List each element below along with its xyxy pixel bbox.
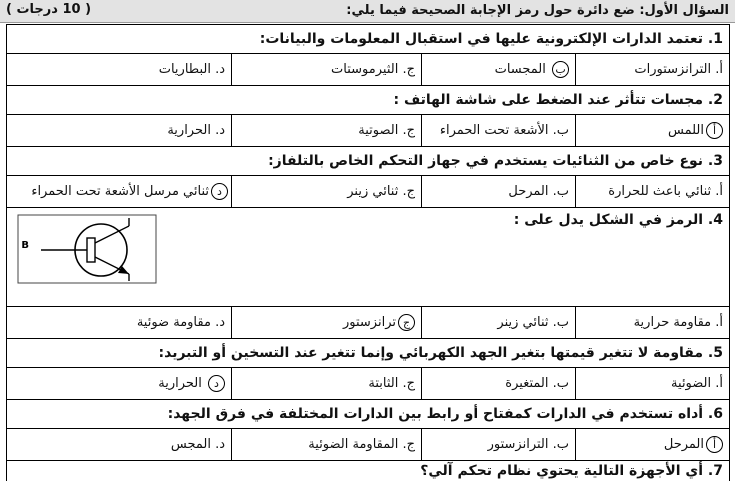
option-text: ب. الأشعة تحت الحمراء xyxy=(439,123,569,138)
question-5-option-c[interactable] xyxy=(232,368,422,400)
question-6-stem: 6. أداه تستخدم في الدارات كمفتاح أو رابط بين الدارات المختلفة في فرق الجهد: xyxy=(7,400,730,429)
question-4-stem: 4. الرمز في الشكل يدل على : xyxy=(513,212,723,228)
question-3-stem-row xyxy=(7,147,730,176)
option-text: ج. الصوتية xyxy=(358,123,415,138)
question-4-option-d[interactable] xyxy=(7,307,232,339)
answer-circle: أ xyxy=(706,122,723,139)
question-4-option-c[interactable] xyxy=(232,307,422,339)
question-1-options xyxy=(7,54,730,86)
answer-circle: أ xyxy=(706,436,723,453)
question-2-option-c[interactable] xyxy=(232,115,422,147)
option-text: اللمس xyxy=(668,123,704,138)
question-5-stem-row xyxy=(7,339,730,368)
question-title: السؤال الأول: ضع دائرة حول رمز الإجابة الصحيحة فيما يلي: xyxy=(346,3,729,18)
question-3-options xyxy=(7,176,730,208)
option-text: ج. الثيرموستات xyxy=(331,62,415,77)
option-text: أ. مقاومة حرارية xyxy=(633,315,723,330)
answer-circle: ب xyxy=(552,61,569,78)
option-text: المرحل xyxy=(663,437,704,452)
option-text: ج. المقاومة الضوئية xyxy=(308,437,415,452)
question-3-option-d[interactable] xyxy=(7,176,232,208)
question-7-stem-row xyxy=(7,461,730,482)
svg-text:B: B xyxy=(21,240,29,251)
question-4-stem-cell xyxy=(7,208,730,307)
option-text: د. الحرارية xyxy=(167,123,225,138)
question-5-option-b[interactable] xyxy=(422,368,576,400)
question-1-stem: 1. تعتمد الدارات الإلكترونية عليها في استقبال المعلومات والبيانات: xyxy=(7,25,730,54)
question-2-options xyxy=(7,115,730,147)
question-1-stem-row xyxy=(7,25,730,54)
answer-circle: د xyxy=(208,375,225,392)
option-text: ب. المرحل xyxy=(508,184,569,199)
question-3-option-c[interactable] xyxy=(232,176,422,208)
option-text: ثنائي مرسل الأشعة تحت الحمراء xyxy=(31,184,209,199)
option-text: ترانزستور xyxy=(342,315,396,330)
question-1-option-d[interactable] xyxy=(7,54,232,86)
option-text: ج. ثنائي زينر xyxy=(347,184,415,199)
answer-circle: د xyxy=(211,183,228,200)
question-6-stem-row xyxy=(7,400,730,429)
option-text: ب. المتغيرة xyxy=(505,376,569,391)
question-5-option-a[interactable] xyxy=(576,368,730,400)
question-header xyxy=(0,0,735,23)
question-6-option-b[interactable] xyxy=(422,429,576,461)
question-6-option-a[interactable] xyxy=(576,429,730,461)
questions-table xyxy=(6,24,730,481)
option-text: د. البطاريات xyxy=(158,62,225,77)
question-4-option-a[interactable] xyxy=(576,307,730,339)
option-text: أ. الترانزستورات xyxy=(634,62,723,77)
question-5-options xyxy=(7,368,730,400)
question-6-option-c[interactable] xyxy=(232,429,422,461)
question-2-stem: 2. مجسات تتأثر عند الضغط على شاشة الهاتف : xyxy=(7,86,730,115)
question-1-option-b[interactable] xyxy=(422,54,576,86)
question-4-options xyxy=(7,307,730,339)
question-3-option-b[interactable] xyxy=(422,176,576,208)
question-1-option-c[interactable] xyxy=(232,54,422,86)
question-3-stem: 3. نوع خاص من الثنائيات يستخدم في جهاز التحكم الخاص بالتلفاز: xyxy=(7,147,730,176)
grade-label: ( 10 درجات ) xyxy=(6,2,92,17)
question-6-options xyxy=(7,429,730,461)
question-4-stem-row xyxy=(7,208,730,307)
answer-circle: ج xyxy=(398,314,415,331)
option-text: الحرارية xyxy=(158,376,202,391)
question-2-option-b[interactable] xyxy=(422,115,576,147)
option-text: ب. ثنائي زينر xyxy=(497,315,569,330)
option-text: أ. ثنائي باعث للحرارة xyxy=(608,184,723,199)
option-text: د. مقاومة ضوئية xyxy=(136,315,225,330)
question-2-option-a[interactable] xyxy=(576,115,730,147)
option-text: أ. الضوئية xyxy=(671,376,723,391)
transistor-symbol-figure xyxy=(17,214,157,284)
question-2-stem-row xyxy=(7,86,730,115)
option-text: د. المجس xyxy=(170,437,225,452)
question-2-option-d[interactable] xyxy=(7,115,232,147)
question-1-option-a[interactable] xyxy=(576,54,730,86)
question-3-option-a[interactable] xyxy=(576,176,730,208)
question-5-option-d[interactable] xyxy=(7,368,232,400)
question-4-option-b[interactable] xyxy=(422,307,576,339)
option-text: ب. الترانزستور xyxy=(487,437,569,452)
question-7-stem: 7. أي الأجهزة التالية يحتوي نظام تحكم آلي؟ xyxy=(7,461,730,482)
question-6-option-d[interactable] xyxy=(7,429,232,461)
question-5-stem: 5. مقاومة لا تتغير قيمتها بتغير الجهد الكهربائي وإنما تتغير عند التسخين أو التبريد: xyxy=(7,339,730,368)
option-text: ج. الثابتة xyxy=(368,376,415,391)
option-text: المجسات xyxy=(494,62,546,77)
